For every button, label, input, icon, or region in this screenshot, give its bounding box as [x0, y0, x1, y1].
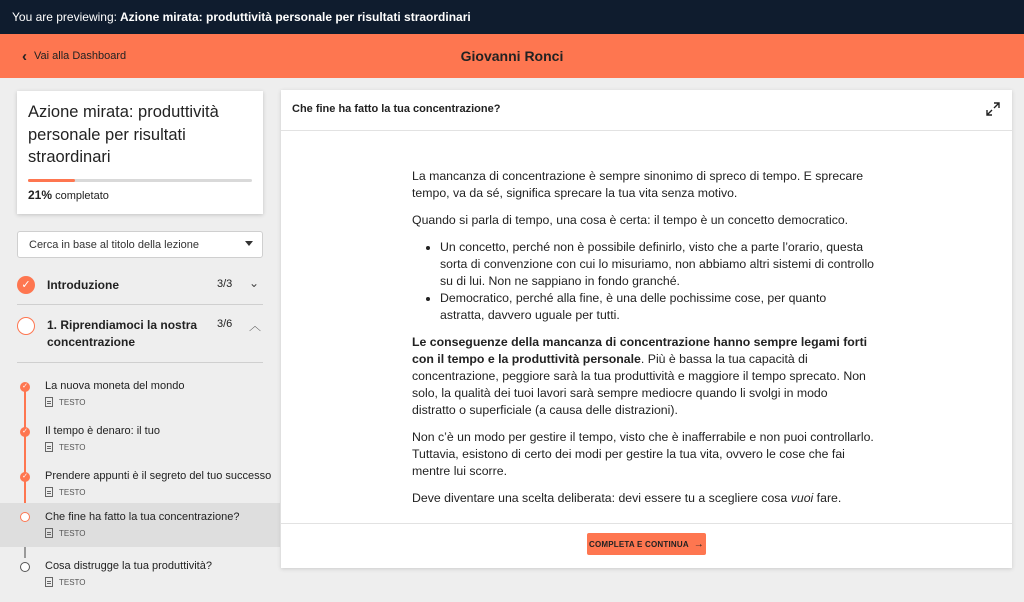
complete-and-continue-button[interactable] [587, 533, 706, 555]
lesson-item-current[interactable] [0, 503, 280, 547]
lesson-type [45, 442, 86, 452]
chevron-down-icon: ⌄ [249, 276, 260, 290]
document-icon [45, 397, 53, 407]
chapter-count: 3/3 [217, 278, 233, 290]
course-header [0, 34, 1024, 78]
document-icon [45, 487, 53, 497]
paragraph-rest: . Più è bassa la tua capacità di concentrazione, peggiore sarà la tua produttività e maggiore il tempo sprecato. Non solo, la qualità dei tuoi lavori sarà sempre mediocre quando li svolgi in modo distratto o superficiale (a causa delle distrazioni). [412, 352, 866, 417]
lesson-type-label: TESTO [59, 577, 86, 587]
check-icon: ✓ [20, 382, 30, 392]
course-sidebar [0, 78, 280, 587]
chevron-up-icon: ︿ [249, 319, 262, 333]
check-icon: ✓ [17, 276, 35, 294]
lesson-title: La nuova moneta del mondo [45, 380, 185, 392]
progress-bar-fill [28, 179, 75, 182]
lesson-footer [281, 523, 1012, 568]
divider [17, 304, 263, 305]
lesson-type [45, 528, 86, 538]
paragraph: Quando si parla di tempo, una cosa è certa: il tempo è un concetto democratico. [412, 213, 849, 227]
bullet-item: • Un concetto, perché non è possibile definirlo, visto che a parte l’orario, questa sorta di convenzione con cui lo misuriamo, non abbiamo altri sistemi di controllo su di lui. Non ne sappiano in fondo granché. [440, 239, 874, 290]
lesson-type-label: TESTO [59, 528, 86, 538]
paragraph-end: fare. [813, 491, 842, 505]
progress-label [28, 188, 109, 202]
divider [17, 362, 263, 363]
paragraph [412, 490, 874, 507]
document-icon [45, 528, 53, 538]
progress-bar [28, 179, 252, 182]
check-icon: ✓ [20, 472, 30, 482]
lesson-heading: Che fine ha fatto la tua concentrazione? [292, 103, 501, 115]
progress-percent: 21% [28, 188, 53, 202]
chevron-left-icon: ‹ [22, 47, 27, 65]
lesson-item[interactable] [0, 377, 280, 422]
back-to-dashboard-link[interactable] [22, 34, 126, 78]
arrow-right-icon: → [693, 538, 704, 550]
paragraph: Non c’è un modo per gestire il tempo, visto che è inafferrabile e non puoi controllarlo. Tuttavia, esistono di certo dei modi per gestire la tua vita, ovvero le cose che fai mentre lui scorre. [412, 430, 874, 478]
chapter-count: 3/6 [217, 318, 233, 330]
chapter-title: 1. Riprendiamoci la nostra concentrazione [47, 318, 198, 349]
lesson-type [45, 487, 86, 497]
lesson-title: Che fine ha fatto la tua concentrazione? [45, 511, 240, 523]
chapter-title: Introduzione [47, 278, 119, 292]
bullet-list [440, 239, 874, 324]
lesson-content-panel [281, 90, 1012, 568]
lesson-type-label: TESTO [59, 397, 86, 407]
author-name: Giovanni Ronci [460, 48, 564, 64]
document-icon [45, 577, 53, 587]
lesson-item[interactable] [0, 422, 280, 467]
bullet-item: • Democratico, perché alla fine, è una delle pochissime cose, per quanto astratta, davvero uguale per tutti. [440, 290, 874, 324]
paragraph-italic: vuoi [790, 491, 814, 505]
not-started-icon [20, 562, 30, 572]
paragraph [412, 334, 874, 419]
caret-down-icon [245, 241, 253, 246]
paragraph-start: Deve diventare una scelta deliberata: devi essere tu a scegliere cosa [412, 491, 791, 505]
lesson-title: Cosa distrugge la tua produttività? [45, 560, 212, 572]
back-label: Vai alla Dashboard [34, 50, 127, 62]
lesson-article [412, 168, 874, 517]
complete-label: COMPLETA E CONTINUA [589, 539, 689, 549]
lesson-type-label: TESTO [59, 487, 86, 497]
preview-banner [0, 0, 1024, 34]
lesson-item[interactable] [0, 557, 280, 602]
course-title: Azione mirata: produttività personale per risultati straordinari [28, 103, 219, 166]
paragraph-emphasis: Le conseguenze della mancanza di concentrazione hanno sempre legami forti con il tempo e la produttività personale [412, 335, 868, 366]
lesson-title: Il tempo è denaro: il tuo [45, 425, 160, 437]
lesson-type [45, 397, 86, 407]
chapter-riprendiamoci[interactable] [17, 317, 263, 353]
lesson-type [45, 577, 86, 587]
progress-suffix: completato [55, 190, 109, 202]
document-icon [45, 442, 53, 452]
chapter-introduzione[interactable] [17, 276, 263, 296]
lesson-header [281, 90, 1012, 131]
preview-prefix: You are previewing: [12, 10, 117, 24]
lesson-title: Prendere appunti è il segreto del tuo successo [45, 470, 272, 482]
course-progress-card [17, 91, 263, 214]
lesson-type-label: TESTO [59, 442, 86, 452]
expand-icon[interactable] [986, 102, 1000, 116]
progress-circle-icon [17, 317, 35, 335]
lesson-search-select[interactable] [17, 231, 263, 258]
current-lesson-icon [20, 512, 30, 522]
lesson-search-label: Cerca in base al titolo della lezione [29, 238, 199, 251]
check-icon: ✓ [20, 427, 30, 437]
preview-course-title: Azione mirata: produttività personale per risultati straordinari [119, 10, 471, 24]
paragraph: La mancanza di concentrazione è sempre sinonimo di spreco di tempo. E sprecare tempo, va da sé, significa sprecare la tua vita senza motivo. [412, 169, 864, 200]
